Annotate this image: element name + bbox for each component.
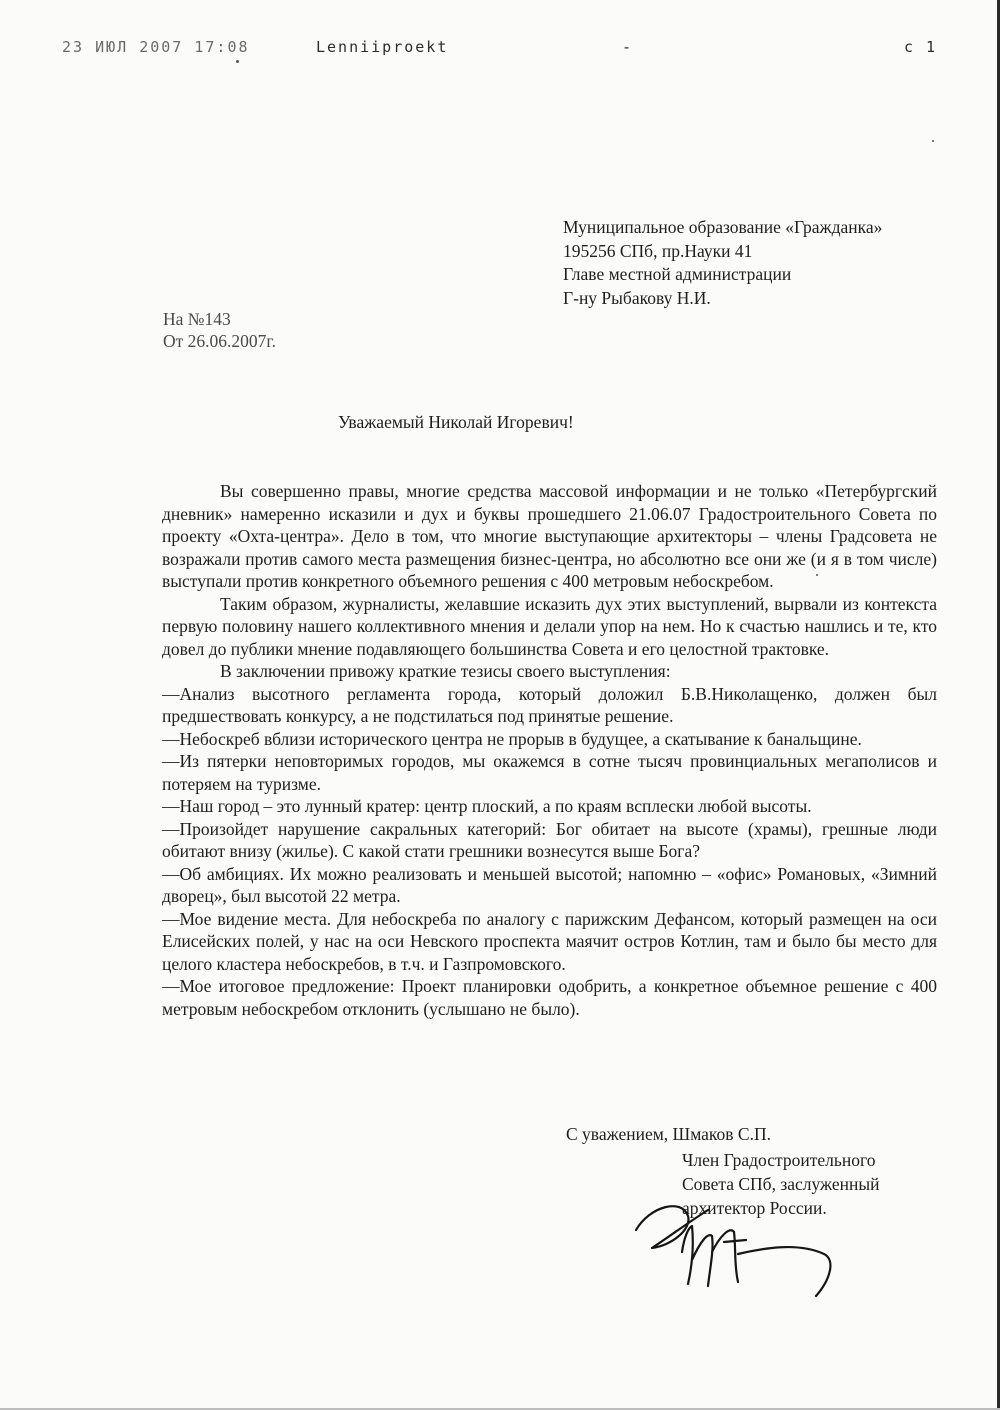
addressee-line: 195256 СПб, пр.Науки 41 — [563, 240, 753, 261]
thesis-item: —Небоскреб вблизи исторического центра не прорыв в будущее, а скатывание к банальщине. — [162, 728, 862, 749]
body-paragraph: Таким образом, журналисты, желавшие исказить дух этих выступлений, вырвали из контекста первую половину нашего коллективного мнения и делали упор на нем. Но к счастью нашлись и те, кто довел до публики мнение подавляющего большинства Совета и его целостной трактовке. — [162, 593, 937, 659]
closing-line: С уважением, Шмаков С.П. — [566, 1124, 771, 1144]
signer-title-line: Член Градостроительного — [682, 1150, 876, 1170]
thesis-item: —Из пятерки неповторимых городов, мы окажемся в сотне тысяч провинциальных мегаполисов и потеряем на туризме. — [162, 751, 937, 794]
scan-speck — [816, 574, 818, 576]
fax-sender: Lenniiproekt — [316, 38, 449, 56]
signer-title-line: Совета СПб, заслуженный — [682, 1174, 880, 1194]
scan-speck — [932, 140, 934, 142]
addressee-line: Г-ну Рыбакову Н.И. — [563, 287, 711, 308]
reference-number: На №143 — [163, 309, 231, 329]
thesis-item: —Наш город – это лунный кратер: центр плоский, а по краям всплески любой высоты. — [162, 796, 812, 816]
signer-title-line: архитектор России. — [682, 1198, 827, 1218]
body-paragraph: В заключении привожу краткие тезисы своего выступления: — [220, 661, 671, 681]
body-paragraph: Вы совершенно правы, многие средства массовой информации и не только «Петербургский дневник» намеренно исказили и дух и буквы прошедшего 21.06.07 Градостроительного Совета по проекту «Охта-центра». Дело в том, что многие выступающие архитекторы – члены Градсовета не возражали против самого места размещения бизнес-центра, но абсолютно все они же (и я в том числе) выступали против конкретного объемного решения с 400 метровым небоскребом. — [162, 481, 937, 591]
addressee-line: Муниципальное образование «Гражданка» — [563, 217, 883, 237]
reference-date: От 26.06.2007г. — [163, 331, 276, 351]
letter-body — [162, 480, 937, 1020]
handwritten-signature — [630, 1190, 850, 1310]
addressee-block — [563, 216, 882, 310]
salutation: Уважаемый Николай Игоревич! — [338, 412, 574, 432]
thesis-item: —Произойдет нарушение сакральных категорий: Бог обитает на высоте (храмы), грешные люди обитают внизу (жилье). С какой стати грешники вознесутся выше Бога? — [162, 818, 937, 861]
fax-page-number: с 1 — [904, 38, 938, 56]
reference-block — [163, 308, 276, 352]
addressee-line: Главе местной администрации — [563, 264, 792, 284]
thesis-item: —Мое итоговое предложение: Проект планировки одобрить, а конкретное объемное решение с 400 метровым небоскребом отклонить (услышано не было). — [162, 976, 937, 1019]
scan-speck — [236, 60, 239, 63]
fax-datetime: 23 ИЮЛ 2007 17:08 — [62, 38, 250, 56]
thesis-item: —Анализ высотного регламента города, который доложил Б.В.Николащенко, должен был предшествовать конкурсу, а не подстилаться под принятые решение. — [162, 683, 937, 726]
fax-separator: - — [622, 38, 634, 56]
fax-header — [62, 38, 952, 62]
thesis-item: —Мое видение места. Для небоскреба по аналогу с парижским Дефансом, который размещен на оси Елисейских полей, у нас на оси Невского проспекта маячит остров Котлин, там и было бы место для целого кластера небоскребов, в т.ч. и Газпромовского. — [162, 908, 937, 974]
thesis-item: —Об амбициях. Их можно реализовать и меньшей высотой; напомню – «офис» Романовых, «Зимний дворец», был высотой 22 метра. — [162, 863, 937, 906]
